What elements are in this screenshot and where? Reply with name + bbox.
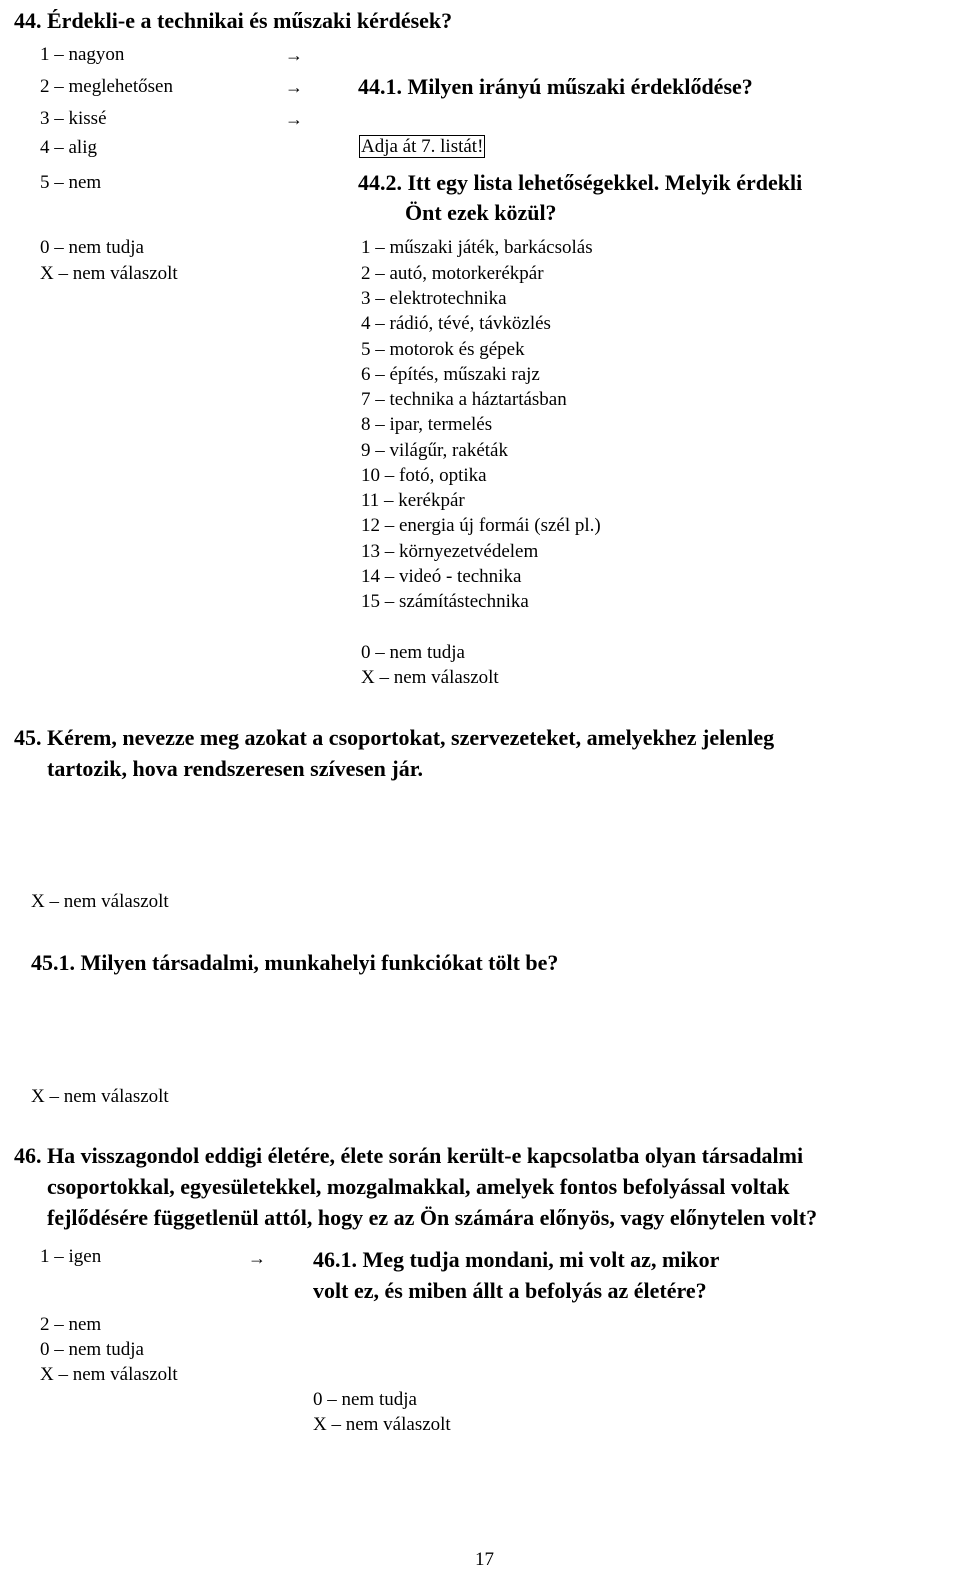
q46-1-title-line2: volt ez, és miben állt a befolyás az életére?: [313, 1278, 707, 1303]
q45-no-answer: X – nem válaszolt: [31, 891, 169, 912]
q45-1-no-answer: X – nem válaszolt: [31, 1086, 169, 1107]
q44-2-title-line1: 44.2. Itt egy lista lehetőségekkel. Melyik érdekli: [358, 170, 803, 195]
q44-option-3: 3 – kissé: [40, 108, 107, 129]
q44-1-title: 44.1. Milyen irányú műszaki érdeklődése?: [358, 74, 753, 99]
list-item: 6 – építés, műszaki rajz: [361, 364, 540, 385]
q44-option-2: 2 – meglehetősen: [40, 76, 173, 97]
q46-1-title-line1: 46.1. Meg tudja mondani, mi volt az, mikor: [313, 1247, 720, 1272]
list-item: 8 – ipar, termelés: [361, 414, 493, 435]
q46-title-line3: fejlődésére függetlenül attól, hogy ez az Ön számára előnyös, vagy előnytelen volt?: [47, 1205, 818, 1230]
arrow-right-icon: →: [285, 45, 303, 65]
q44-option-5: 5 – nem: [40, 172, 102, 193]
page-number: 17: [475, 1549, 494, 1570]
list-item: 1 – műszaki játék, barkácsolás: [361, 237, 593, 258]
q46-title-line1: 46. Ha visszagondol eddigi életére, élete során került-e kapcsolatba olyan társadalmi: [14, 1143, 804, 1168]
q44-title: 44. Érdekli-e a technikai és műszaki kérdések?: [14, 8, 453, 33]
list-item: 4 – rádió, tévé, távközlés: [361, 313, 551, 334]
q46-option-dont-know: 0 – nem tudja: [40, 1339, 144, 1360]
q46-1-dont-know: 0 – nem tudja: [313, 1389, 417, 1410]
list-item: 3 – elektrotechnika: [361, 288, 507, 309]
list-item: 11 – kerékpár: [361, 490, 465, 511]
q44-2-title-line2: Önt ezek közül?: [405, 200, 557, 225]
q45-1-title: 45.1. Milyen társadalmi, munkahelyi funkciókat tölt be?: [31, 950, 559, 975]
q46-option-yes: 1 – igen: [40, 1246, 102, 1267]
q44-option-1: 1 – nagyon: [40, 44, 125, 65]
list-item: 13 – környezetvédelem: [361, 541, 539, 562]
list-item: 15 – számítástechnika: [361, 591, 529, 612]
q44-option-4: 4 – alig: [40, 137, 97, 158]
q46-option-no-answer: X – nem válaszolt: [40, 1364, 178, 1385]
list-item: 14 – videó - technika: [361, 566, 522, 587]
q46-title-line2: csoportokkal, egyesületekkel, mozgalmakkal, amelyek fontos befolyással voltak: [47, 1174, 790, 1199]
q45-title-line1: 45. Kérem, nevezze meg azokat a csoportokat, szervezeteket, amelyekhez jelenleg: [14, 725, 775, 750]
q46-1-no-answer: X – nem válaszolt: [313, 1414, 451, 1435]
list-item: 10 – fotó, optika: [361, 465, 487, 486]
q46-option-no: 2 – nem: [40, 1314, 102, 1335]
q44-option-dont-know: 0 – nem tudja: [40, 237, 144, 258]
q44-1-instruction: [359, 136, 485, 158]
arrow-right-icon: →: [285, 109, 303, 129]
q45-title-line2: tartozik, hova rendszeresen szívesen jár.: [47, 756, 423, 781]
list-item: 7 – technika a háztartásban: [361, 389, 567, 410]
q44-2-no-answer: X – nem válaszolt: [361, 667, 499, 688]
list-item: 5 – motorok és gépek: [361, 339, 525, 360]
q44-2-dont-know: 0 – nem tudja: [361, 642, 465, 663]
list-item: 9 – világűr, rakéták: [361, 440, 508, 461]
q44-option-no-answer: X – nem válaszolt: [40, 263, 178, 284]
arrow-right-icon: →: [248, 1248, 266, 1268]
instruction-box: Adja át 7. listát!: [361, 136, 484, 157]
arrow-right-icon: →: [285, 77, 303, 97]
list-item: 12 – energia új formái (szél pl.): [361, 515, 601, 536]
list-item: 2 – autó, motorkerékpár: [361, 263, 544, 284]
